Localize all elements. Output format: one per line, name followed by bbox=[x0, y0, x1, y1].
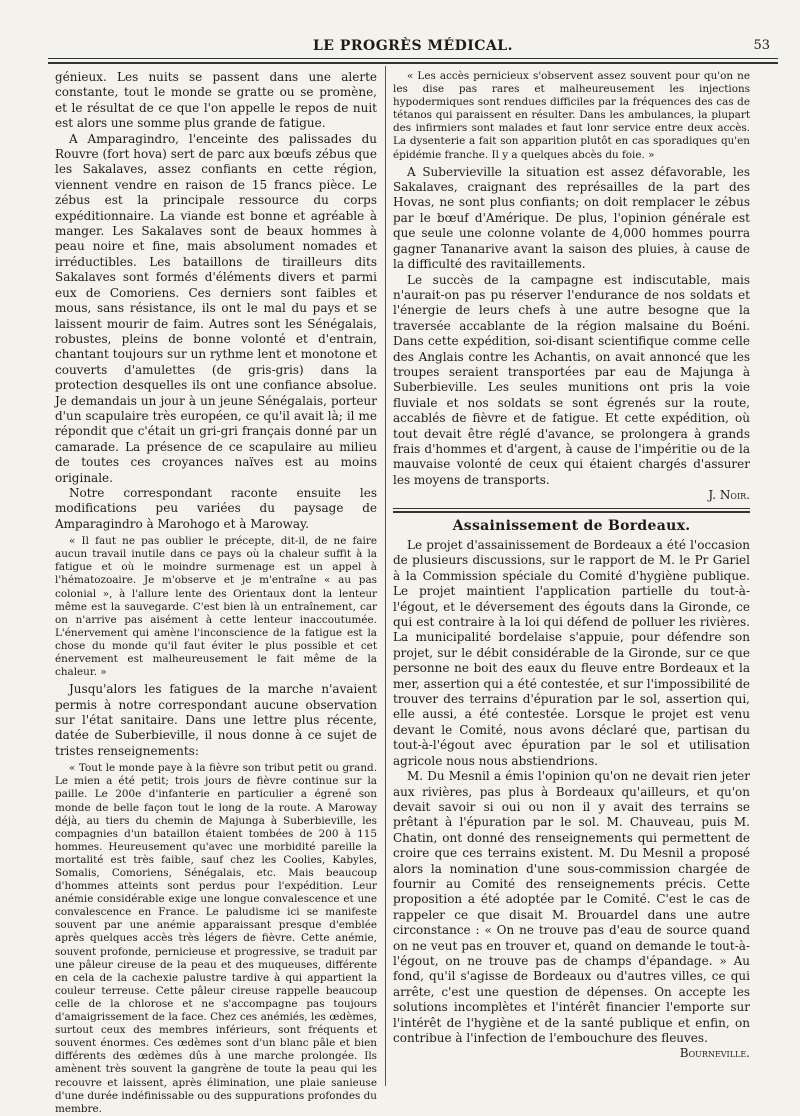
paragraph: A Amparagindro, l'enceinte des palissades du Rouvre (fort hova) sert de parc aux bœufs zébus que les Sakalaves, assez confiants en cette région, viennent vendre en raison de 15 francs pièce. Le zébus est la principale ressource du corps expéditionnaire. La viande est bonne et agréable à manger. Les Sakalaves sont de beaux hommes à peau noire et fine, mais absolument nomades et irréductibles. Les bataillons de tirailleurs dits Sakalaves sont formés d'éléments divers et parmi eux de Comoriens. Ces derniers sont faibles et mous, sans résistance, ils ont le mal du pays et se laissent mourir de faim. Autres sont les Sénégalais, robustes, pleins de bonne volonté et d'entrain, chantant toujours sur un rythme lent et monotone et couverts d'amulettes (de gris-gris) dans la protection desquelles ils ont une confiance absolue. Je demandais un jour à un jeune Sénégalais, porteur d'un scapulaire très européen, ce qu'il avait là; il me répondit que c'était un gri-gri français donné par un camarade. La présence de ce scapulaire au milieu de toutes ces croyances naïves est au moins originale. bbox=[55, 131, 377, 485]
quotation bbox=[393, 70, 750, 162]
author-signature: Bourneville. bbox=[679, 1046, 750, 1061]
left-column bbox=[55, 70, 377, 1115]
paragraph: M. Du Mesnil a émis l'opinion qu'on ne devait rien jeter aux rivières, pas plus à Bordeaux qu'ailleurs, et qu'on devait savoir si oui ou non il y avait des terrains se prêtant à l'épuration par le sol. M. Chauveau, puis M. Chatin, ont donné des renseignements qui permettent de croire que ces terrains existent. M. Du Mesnil a proposé alors la nomination d'une sous-commission chargée de fournir au Comité des renseignements précis. Cette proposition a été adoptée par le Comité. C'est le cas de rappeler ce que disait M. Brouardel dans une autre circonstance : « On ne trouve pas d'eau de source quand on ne veut pas en trouver et, quand on demande le tout-à-l'égout, on ne trouve pas de champs d'épandage. » Au fond, qu'il s'agisse de Bordeaux ou d'autres villes, ce qui arrête, c'est une question de dépenses. On accepte les solutions incomplètes et l'intérêt financier l'emporte sur l'intérêt de l'hygiène et de la santé publique et enfin, on contribue à l'infection de l'embouchure des fleuves. bbox=[393, 769, 750, 1045]
quote-paragraph: « Il faut ne pas oublier le précepte, dit-il, de ne faire aucun travail inutile dans ce pays où la chaleur suffit à la fatigue et où le moindre surmenage est un appel à l'hématozoaire. Je m'observe et je m'entraîne « au pas colonial », à l'allure lente des Orientaux dont la lenteur même est la sauvegarde. C'est bien là un entraînement, car on n'arrive pas aisément à cette lenteur inaccoutumée. L'énervement qui amène l'inconscience de la fatigue est la chose du monde qu'il faut éviter le plus possible et cet énervement est malheureusement le fait même de la chaleur. » bbox=[55, 535, 377, 679]
paragraph: Le succès de la campagne est indiscutable, mais n'aurait-on pas pu réserver l'endurance de nos soldats et l'énergie de leurs chefs à une autre besogne que la traversée accablante de la région malsaine du Boéni. Dans cette expédition, soi-disant scientifique comme celle des Anglais contre les Achantis, on avait annoncé que les troupes seraient transportées par eau de Majunga à Suberbieville. Les seules munitions ont pris la voie fluviale et nos soldats se sont égrenés sur la route, accablés de fièvre et de fatigue. Et cette expédition, où tout devait être réglé d'avance, se prolongera à grands frais d'hommes et d'argent, à cause de l'impéritie ou de la mauvaise volonté de ceux qui étaient chargés d'assurer les moyens de transports. bbox=[393, 272, 750, 487]
author-signature: J. Noir. bbox=[708, 488, 750, 503]
paragraph: Le projet d'assainissement de Bordeaux a été l'occasion de plusieurs discussions, sur le rapport de M. le Pr Gariel à la Commission spéciale du Comité d'hygiène publique. Le projet maintient l'application partielle du tout-à-l'égout, et le déversement des égouts dans la Gironde, ce qui est contraire à la loi qui défend de polluer les rivières. La municipalité bordelaise s'appuie, pour défendre son projet, sur le débit considérable de la Gironde, sur ce que personne ne boit des eaux du fleuve entre Bordeaux et la mer, assertion qui a été contestée, et sur l'impossibilité de trouver des terrains d'épuration par le sol, assertion qui, elle aussi, a été contestée. Lorsque le projet est venu devant le Comité, nous avons déclaré que, partisan du tout-à-l'égout avec épuration par le sol et utilisation agricole nous nous abstiendrions. bbox=[393, 538, 750, 768]
section-double-rule bbox=[393, 511, 750, 513]
section-title: Assainissement de Bordeaux. bbox=[452, 517, 691, 534]
running-header bbox=[48, 38, 778, 58]
paragraph: A Subervieville la situation est assez défavorable, les Sakalaves, craignant des représailles de la part des Hovas, ne sont plus confiants; on doit remplacer le zébus par le bœuf d'Amérique. De plus, l'opinion générale est que seule une colonne volante de 4,000 hommes pourra gagner Tananarive avant la saison des pluies, à cause de la difficulté des ravitaillements. bbox=[393, 164, 750, 272]
column-divider bbox=[385, 66, 386, 1086]
page-number: 53 bbox=[753, 38, 770, 53]
section-rule bbox=[393, 508, 750, 509]
journal-title: LE PROGRÈS MÉDICAL. bbox=[312, 38, 514, 54]
quotation bbox=[55, 762, 377, 1116]
paragraph: Jusqu'alors les fatigues de la marche n'avaient permis à notre correspondant aucune observation sur l'état sanitaire. Dans une lettre plus récente, datée de Suberbieville, il nous donne à ce sujet de tristes renseignements: bbox=[55, 682, 377, 758]
header-double-rule bbox=[48, 62, 778, 64]
right-column bbox=[393, 70, 750, 1090]
quote-paragraph: « Les accès pernicieux s'observent assez souvent pour qu'on ne les dise pas rares et malheureusement les injections hypodermiques sont rendues difficiles par la fréquences des cas de tétanos qui paraissent en résulter. Dans les ambulances, la plupart des infirmiers sont malades et faut lonr service entre deux accès. La dysenterie a fait son apparition plutôt en cas sporadiques qu'en épidémie franche. Il y a quelques abcès du foie. » bbox=[393, 70, 750, 161]
paragraph: génieux. Les nuits se passent dans une alerte constante, tout le monde se gratte ou se promène, et le résultat de ce que l'on appelle le repos de nuit est alors une somme plus grande de fatigue. bbox=[55, 70, 377, 131]
quote-paragraph: « Tout le monde paye à la fièvre son tribut petit ou grand. Le mien a été petit; trois jours de fièvre continue sur la paille. Le 200e d'infanterie en particulier a égrené son monde de belle façon tout le long de la route. A Maroway déjà, au tiers du chemin de Majunga à Suberbieville, les compagnies d'un bataillon étaient tombées de 200 à 115 hommes. Heureusement qu'avec une morbidité pareille la mortalité est très faible, sauf chez les Coolies, Kabyles, Somalis, Comoriens, Sénégalais, etc. Mais beaucoup d'hommes atteints sont perdus pour l'expédition. Leur anémie considérable exige une longue convalescence et une convalescence en France. Le paludisme ici se manifeste souvent par une anémie apparaissant presque d'emblée après quelques accès très légers de fièvre. Cette anémie, souvent profonde, pernicieuse et progressive, se traduit par une pâleur cireuse de la peau et des muqueuses, différente en cela de la cachexie palustre tardive à qui appartient la couleur terreuse. Cette pâleur cireuse rappelle beaucoup celle de la chlorose et ne s'accompagne pas toujours d'amaigrissement de la face. Chez ces anémiés, les œdèmes, surtout ceux des membres inférieurs, sont fréquents et souvent énormes. Ces œdèmes sont d'un blanc pâle et bien différents des œdèmes dûs à une marche prolongée. Ils amènent très souvent la gangrène de toute la peau qui les recouvre et laissent, après élimination, une plaie sanieuse d'une durée indéfinissable ou des suppurations profondes du membre. bbox=[55, 762, 377, 1115]
header-rule bbox=[48, 58, 778, 59]
paragraph: Notre correspondant raconte ensuite les modifications peu variées du paysage de Amparagindro à Marohogo et à Maroway. bbox=[55, 485, 377, 531]
quotation bbox=[55, 535, 377, 679]
